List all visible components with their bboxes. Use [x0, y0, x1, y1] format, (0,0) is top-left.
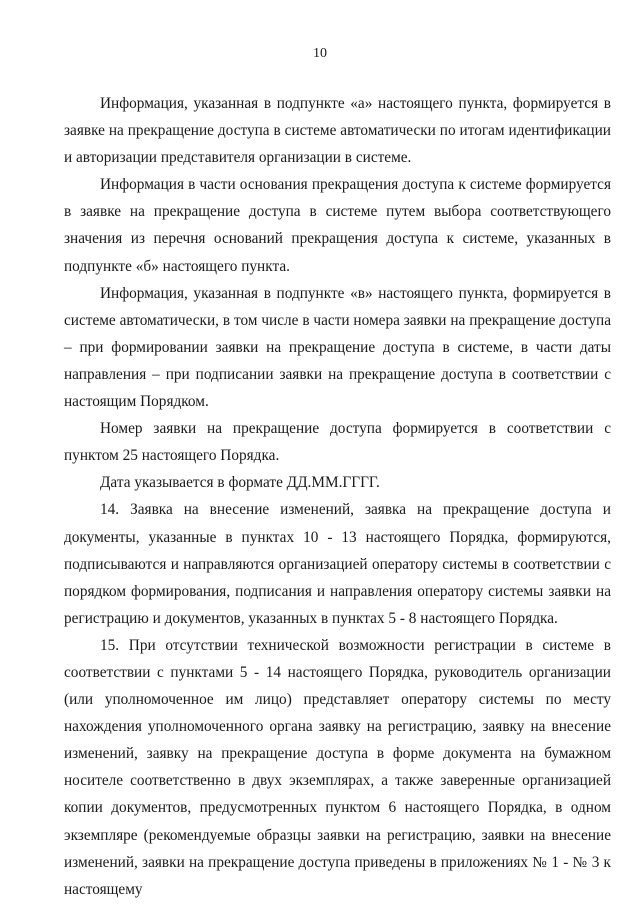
- paragraph: Номер заявки на прекращение доступа формируется в соответствии с пунктом 25 настоящего Порядка.: [64, 420, 611, 465]
- paragraph: 14. Заявка на внесение изменений, заявка на прекращение доступа и документы, указанные в пунктах 10 - 13 настоящего Порядка, формируются, подписываются и направляются организацией оператору системы в соответствии с порядком формирования, подписания и направления оператору системы заявки на регистрацию и документов, указанных в пунктах 5 - 8 настоящего Порядка.: [64, 501, 611, 627]
- paragraph: Дата указывается в формате ДД.ММ.ГГГГ.: [100, 474, 380, 492]
- paragraph: Информация, указанная в подпункте «а» настоящего пункта, формируется в заявке на прекращение доступа в системе автоматически по итогам идентификации и авторизации представителя организации в системе.: [64, 95, 611, 167]
- page-number: 10: [313, 46, 327, 61]
- document-body: [64, 90, 611, 903]
- paragraph: 15. При отсутствии технической возможности регистрации в системе в соответствии с пунктами 5 - 14 настоящего Порядка, руководитель организации (или уполномоченное им лицо) представляет оператору системы по месту нахождения уполномоченного органа заявку на регистрацию, заявку на внесение изменений, заявку на прекращение доступа в форме документа на бумажном носителе соответственно в двух экземплярах, а также заверенные организацией копии документов, предусмотренных пунктом 6 настоящего Порядка, в одном экземпляре (рекомендуемые образцы заявки на регистрацию, заявки на внесение изменений, заявки на прекращение доступа приведены в приложениях № 1 - № 3 к настоящему: [64, 636, 611, 898]
- paragraph: Информация в части основания прекращения доступа к системе формируется в заявке на прекращение доступа в системе путем выбора соответствующего значения из перечня оснований прекращения доступа к системе, указанных в подпункте «б» настоящего пункта.: [64, 176, 611, 275]
- paragraph: Информация, указанная в подпункте «в» настоящего пункта, формируется в системе автоматически, в том числе в части номера заявки на прекращение доступа – при формировании заявки на прекращение доступа в системе, в части даты направления – при подписании заявки на прекращение доступа в соответствии с настоящим Порядком.: [64, 284, 611, 411]
